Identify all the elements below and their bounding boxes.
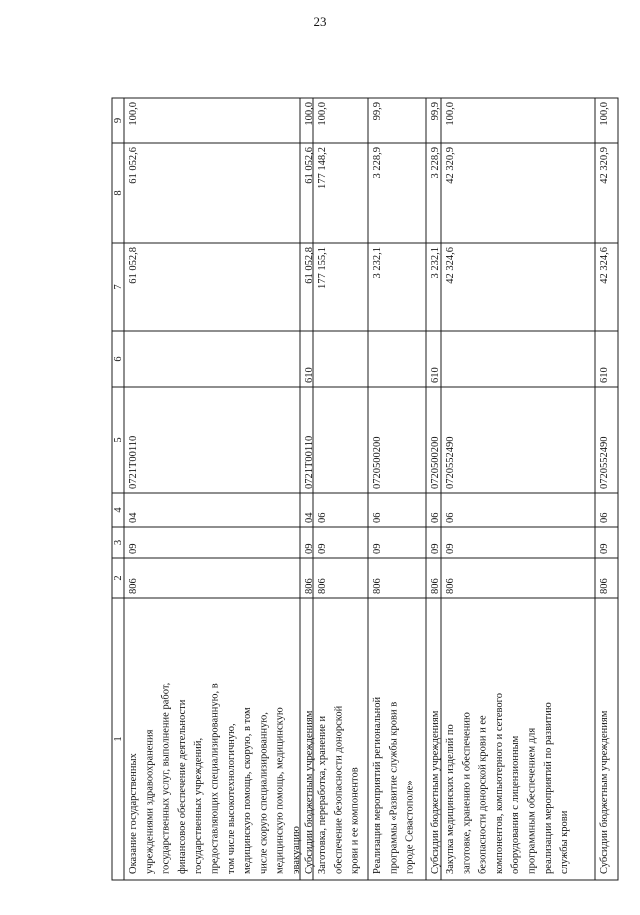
- table-grid: [112, 98, 618, 880]
- cell-c3: 09: [430, 543, 441, 554]
- row-name-line: государственных услуг, выполнение работ,: [160, 682, 172, 874]
- cell-c8: 42 320,9: [445, 147, 456, 184]
- row-name-line: компонентов, компьютерного и сетевого: [493, 693, 505, 874]
- cell-c9: 99,9: [430, 102, 441, 121]
- cell-c4: 06: [599, 512, 610, 523]
- row-name-line: Заготовка, переработка, хранение и: [317, 715, 328, 874]
- header-cell: 7: [113, 284, 124, 290]
- row-name-line: заготовке, хранению и обеспечению: [461, 712, 473, 874]
- row-name-line: Субсидии бюджетным учреждениям: [304, 710, 315, 874]
- cell-c6: 610: [599, 367, 610, 383]
- row-name-line: Субсидии бюджетным учреждениям: [430, 710, 441, 874]
- cell-c9: 99,9: [372, 102, 383, 121]
- row-name-line: программным обеспечением для: [526, 727, 538, 874]
- row-name-line: финансовое обеспечение деятельности: [176, 699, 188, 874]
- row-name-line: медицинскую помощь, скорую, в том: [242, 707, 254, 874]
- cell-c3: 09: [372, 543, 383, 554]
- cell-c5: 0721Т00110: [304, 435, 315, 489]
- header-cell: 3: [113, 539, 124, 546]
- cell-c8: 61 052,6: [304, 147, 315, 184]
- cell-c9: 100,0: [445, 102, 456, 126]
- cell-c5: 0720552490: [445, 436, 456, 489]
- cell-c2: 806: [372, 578, 383, 594]
- cell-c2: 806: [445, 578, 456, 594]
- cell-c7: 3 232,1: [430, 247, 441, 279]
- cell-c4: 06: [445, 512, 456, 523]
- cell-c4: 06: [372, 512, 383, 523]
- cell-c7: 3 232,1: [372, 247, 383, 279]
- row-name-line: Субсидии бюджетным учреждениям: [599, 710, 610, 874]
- cell-c3: 09: [445, 543, 456, 554]
- cell-c3: 09: [317, 543, 328, 554]
- row-name-line: реализации мероприятий по развитию: [542, 702, 554, 874]
- cell-c5: 0721Т00110: [128, 435, 139, 489]
- header-cell: 5: [113, 437, 124, 443]
- row-name-line: государственных учреждений,: [193, 737, 205, 874]
- row-name-line: том числе высокотехнологичную,: [225, 723, 237, 874]
- cell-c9: 100,0: [317, 102, 328, 126]
- row-name-line: службы крови: [559, 810, 571, 874]
- cell-c5: 0720500200: [372, 436, 383, 489]
- cell-c7: 61 052,8: [128, 247, 139, 284]
- row-name-line: оборудования с лицензионным: [510, 735, 522, 874]
- row-name-line: обеспечение безопасности донорской: [333, 705, 345, 874]
- header-cell: 8: [113, 190, 124, 196]
- header-cell: 9: [113, 117, 124, 124]
- cell-c7: 42 324,6: [445, 247, 456, 284]
- header-cell: 6: [113, 356, 124, 362]
- cell-c3: 09: [304, 543, 315, 554]
- cell-c5: 0720500200: [430, 436, 441, 489]
- row-name-line: программы «Развитие службы крови в: [388, 701, 400, 874]
- cell-c4: 04: [304, 512, 315, 523]
- row-name-line: предоставляющих специализированную, в: [209, 683, 221, 874]
- cell-c2: 806: [317, 578, 328, 594]
- row-name-line: Оказание государственных: [128, 753, 139, 874]
- row-name-line: городе Севастополе»: [404, 780, 416, 874]
- row-name-line: медицинскую помощь, медицинскую: [274, 707, 286, 874]
- cell-c9: 100,0: [128, 102, 139, 126]
- cell-c7: 61 052,8: [304, 247, 315, 284]
- cell-c9: 100,0: [599, 102, 610, 126]
- page-number: 23: [313, 14, 327, 29]
- cell-c8: 61 052,6: [128, 147, 139, 184]
- cell-c9: 100,0: [304, 102, 315, 126]
- cell-c2: 806: [430, 578, 441, 594]
- cell-c7: 42 324,6: [599, 247, 610, 284]
- cell-c5: 0720552490: [599, 436, 610, 489]
- cell-c4: 06: [317, 512, 328, 523]
- cell-c7: 177 155,1: [317, 247, 328, 289]
- header-cell: 2: [113, 575, 124, 581]
- cell-c2: 806: [599, 578, 610, 594]
- header-cell: 1: [113, 736, 124, 742]
- cell-c3: 09: [599, 543, 610, 554]
- cell-c2: 806: [128, 578, 139, 594]
- header-cell: 4: [113, 507, 124, 513]
- cell-c2: 806: [304, 578, 315, 594]
- row-name-line: числе скорую специализированную,: [258, 712, 270, 874]
- cell-c4: 06: [430, 512, 441, 523]
- row-name-line: безопасности донорской крови и ее: [477, 715, 489, 874]
- cell-c8: 177 148,2: [317, 147, 328, 189]
- cell-c3: 09: [128, 543, 139, 554]
- cell-c8: 3 228,9: [430, 147, 441, 179]
- row-name-line: учреждениями здравоохранения: [144, 729, 156, 874]
- cell-c8: 42 320,9: [599, 147, 610, 184]
- row-name-line: Реализация мероприятий региональной: [372, 696, 383, 874]
- row-name-line: эвакуацию: [291, 826, 302, 874]
- cell-c6: 610: [304, 367, 315, 383]
- cell-c4: 04: [128, 512, 139, 523]
- row-name-line: крови и ее компонентов: [349, 767, 361, 874]
- cell-c6: 610: [430, 367, 441, 383]
- cell-c8: 3 228,9: [372, 147, 383, 179]
- row-name-line: Закупка медицинских изделий по: [445, 724, 456, 874]
